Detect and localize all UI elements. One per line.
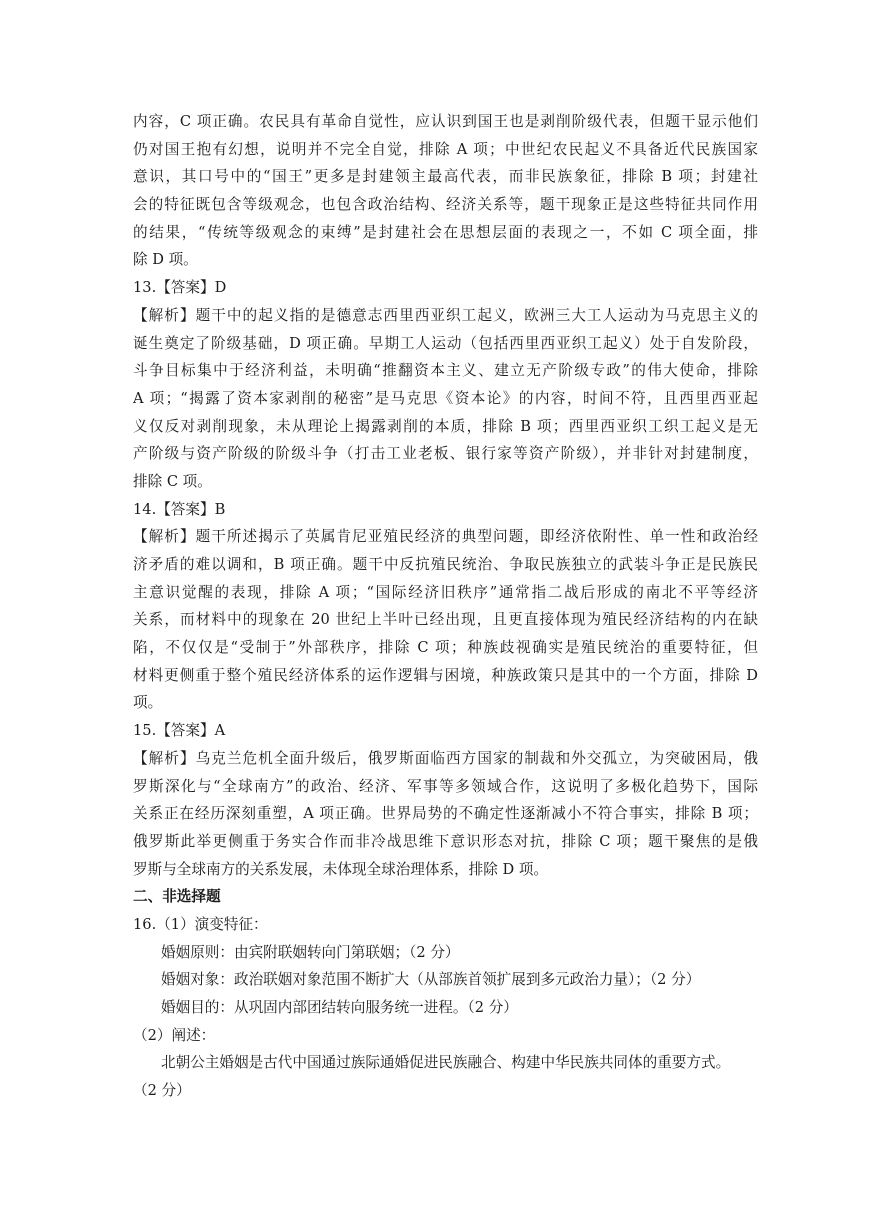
text-line: 关系正在经历深刻重塑，A 项正确。世界局势的不确定性逐渐减小不符合事实，排除 B 项；: [133, 805, 758, 823]
text-line: 北朝公主婚姻是古代中国通过族际通婚促进民族融合、构建中华民族共同体的重要方式。: [161, 1054, 731, 1072]
text-line: 济矛盾的难以调和，B 项正确。题干中反抗殖民统治、争取民族独立的武装斗争正是民族民: [133, 556, 758, 573]
question-16-part-2: （2）阐述：: [133, 1026, 216, 1044]
question-16-part-1: 16.（1）演变特征：: [133, 915, 268, 933]
text-line: A 项；“揭露了资本家剥削的秘密”是马克思《资本论》的内容，时间不符，且西里西亚起: [133, 389, 758, 407]
text-line: 罗斯与全球南方的关系发展，未体现全球治理体系，排除 D 项。: [133, 860, 549, 878]
text-line: 关系，而材料中的现象在 20 世纪上半叶已经出现，且更直接体现为殖民经济结构的内在缺: [133, 611, 758, 629]
text-line: 【解析】题干中的起义指的是德意志西里西亚织工起义，欧洲三大工人运动为马克思主义的: [133, 306, 758, 324]
text-line: 斗争目标集中于经济利益，未明确“推翻资本主义、建立无产阶级专政”的伟大使命，排除: [133, 362, 758, 380]
text-line: 义仅反对剥削现象，未从理论上揭露剥削的本质，排除 B 项；西里西亚织工织工起义是无: [133, 417, 758, 435]
text-line: 诞生奠定了阶级基础，D 项正确。早期工人运动（包括西里西亚织工起义）处于自发阶段，: [133, 334, 758, 352]
text-line: 意识，其口号中的“国王”更多是封建领主最高代表，而非民族象征，排除 B 项；封建社: [133, 168, 758, 186]
text-line: 项。: [133, 694, 163, 712]
text-line: 【解析】乌克兰危机全面升级后，俄罗斯面临西方国家的制裁和外交孤立，为突破困局，俄: [133, 749, 758, 767]
text-line: 婚姻原则：由宾附联姻转向门第联姻；（2 分）: [161, 943, 460, 961]
answer-14: 14.【答案】B: [133, 500, 226, 518]
answer-15: 15.【答案】A: [133, 722, 226, 740]
text-line: 会的特征既包含等级观念，也包含政治结构、经济关系等，题干现象正是这些特征共同作用: [133, 196, 758, 214]
text-line: 婚姻目的：从巩固内部团结转向服务统一进程。（2 分）: [161, 999, 518, 1016]
answer-13: 13.【答案】D: [133, 279, 227, 297]
text-line: 俄罗斯此举更侧重于务实合作而非冷战思维下意识形态对抗，排除 C 项；题干聚焦的是俄: [133, 832, 758, 850]
section-heading: 二、非选择题: [133, 888, 221, 906]
text-line: 除 D 项。: [133, 251, 198, 269]
text-line: 罗斯深化与“全球南方”的政治、经济、军事等多领域合作，这说明了多极化趋势下，国际: [133, 777, 758, 795]
text-line: 婚姻对象：政治联姻对象范围不断扩大（从部族首领扩展到多元政治力量）；（2 分）: [161, 971, 701, 989]
document-body: [133, 108, 758, 1105]
text-line: 主意识觉醒的表现，排除 A 项；“国际经济旧秩序”通常指二战后形成的南北不平等经济: [133, 583, 758, 601]
text-line: 仍对国王抱有幻想，说明并不完全自觉，排除 A 项；中世纪农民起义不具备近代民族国家: [133, 140, 758, 158]
text-line: 的结果，“传统等级观念的束缚”是封建社会在思想层面的表现之一，不如 C 项全面，排: [133, 223, 758, 241]
text-line: 排除 C 项。: [133, 472, 212, 490]
text-line: 产阶级与资产阶级的阶级斗争（打击工业老板、银行家等资产阶级），并非针对封建制度，: [133, 445, 758, 463]
text-line: 陷，不仅仅是“受制于”外部秩序，排除 C 项；种族歧视确实是殖民统治的重要特征，但: [133, 639, 758, 657]
text-line: 内容，C 项正确。农民具有革命自觉性，应认识到国王也是剥削阶级代表，但题干显示他们: [133, 113, 758, 130]
text-line: （2 分）: [133, 1082, 191, 1100]
text-line: 材料更侧重于整个殖民经济体系的运作逻辑与困境，种族政策只是其中的一个方面，排除 D: [133, 666, 758, 684]
text-line: 【解析】题干所述揭示了英属肯尼亚殖民经济的典型问题，即经济依附性、单一性和政治经: [133, 528, 758, 546]
